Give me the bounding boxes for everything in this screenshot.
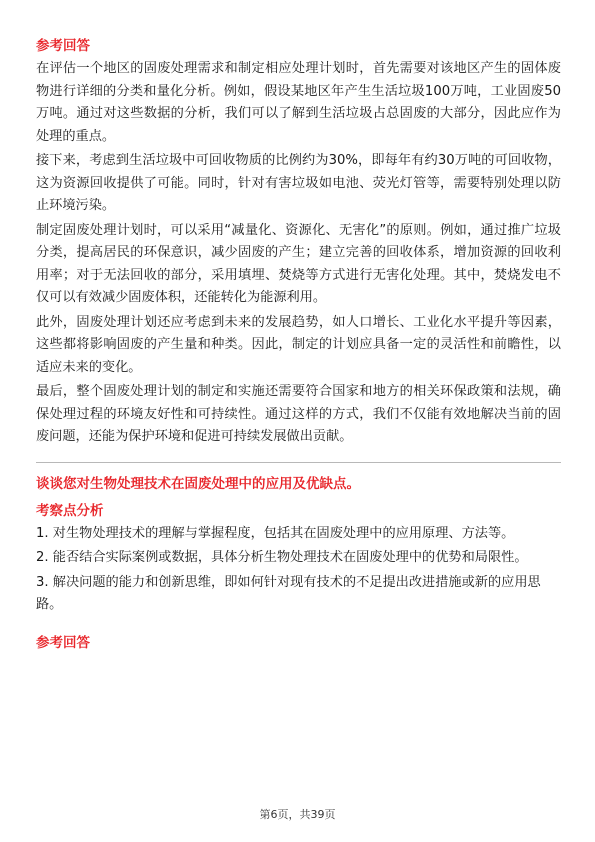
analysis-item: 2. 能否结合实际案例或数据，具体分析生物处理技术在固废处理中的优势和局限性。: [36, 550, 528, 565]
question-title: 谈谈您对生物处理技术在固废处理中的应用及优缺点。: [36, 475, 360, 492]
answer-paragraph: 在评估一个地区的固废处理需求和制定相应处理计划时，首先需要对该地区产生的固体废物进行详细的分类和量化分析。例如，假设某地区年产生生活垃圾100万吨，工业固废50万吨。通过对这些数据的分析，我们可以了解到生活垃圾占总固废的大部分，因此应作为处理的重点。: [36, 61, 561, 144]
analysis-item: 3. 解决问题的能力和创新思维，即如何针对现有技术的不足提出改进措施或新的应用思路。: [36, 574, 541, 612]
page-content: [36, 36, 561, 655]
analysis-item: 1. 对生物处理技术的理解与掌握程度，包括其在固废处理中的应用原理、方法等。: [36, 525, 515, 541]
reference-answer-heading: 参考回答: [36, 38, 90, 54]
answer-paragraph: 制定固废处理计划时，可以采用“减量化、资源化、无害化”的原则。例如，通过推广垃圾分类，提高居民的环保意识，减少固废的产生；建立完善的回收体系，增加资源的回收利用率；对于无法回收的部分，采用填埋、焚烧等方式进行无害化处理。其中，焚烧发电不仅可以有效减少固废体积，还能转化为能源利用。: [36, 222, 561, 305]
section-divider: [36, 462, 561, 463]
spacer: [36, 619, 561, 633]
analysis-heading: 考察点分析: [36, 502, 104, 519]
page-number: 第6页，共39页: [259, 808, 336, 821]
answer-paragraph: 接下来，考虑到生活垃圾中可回收物质的比例约为30%，即每年有约30万吨的可回收物，这为资源回收提供了可能。同时，针对有害垃圾如电池、荧光灯管等，需要特别处理以防止环境污染。: [36, 153, 561, 213]
reference-answer-heading-2: 参考回答: [36, 634, 90, 651]
answer-paragraph: 最后，整个固废处理计划的制定和实施还需要符合国家和地方的相关环保政策和法规，确保处理过程的环境友好性和可持续性。通过这样的方式，我们不仅能有效地解决当前的固废问题，还能为保护环境和促进可持续发展做出贡献。: [36, 384, 561, 444]
answer-paragraph: 此外，固废处理计划还应考虑到未来的发展趋势，如人口增长、工业化水平提升等因素，这些都将影响固废的产生量和种类。因此，制定的计划应具备一定的灵活性和前瞻性，以适应未来的变化。: [36, 314, 561, 375]
